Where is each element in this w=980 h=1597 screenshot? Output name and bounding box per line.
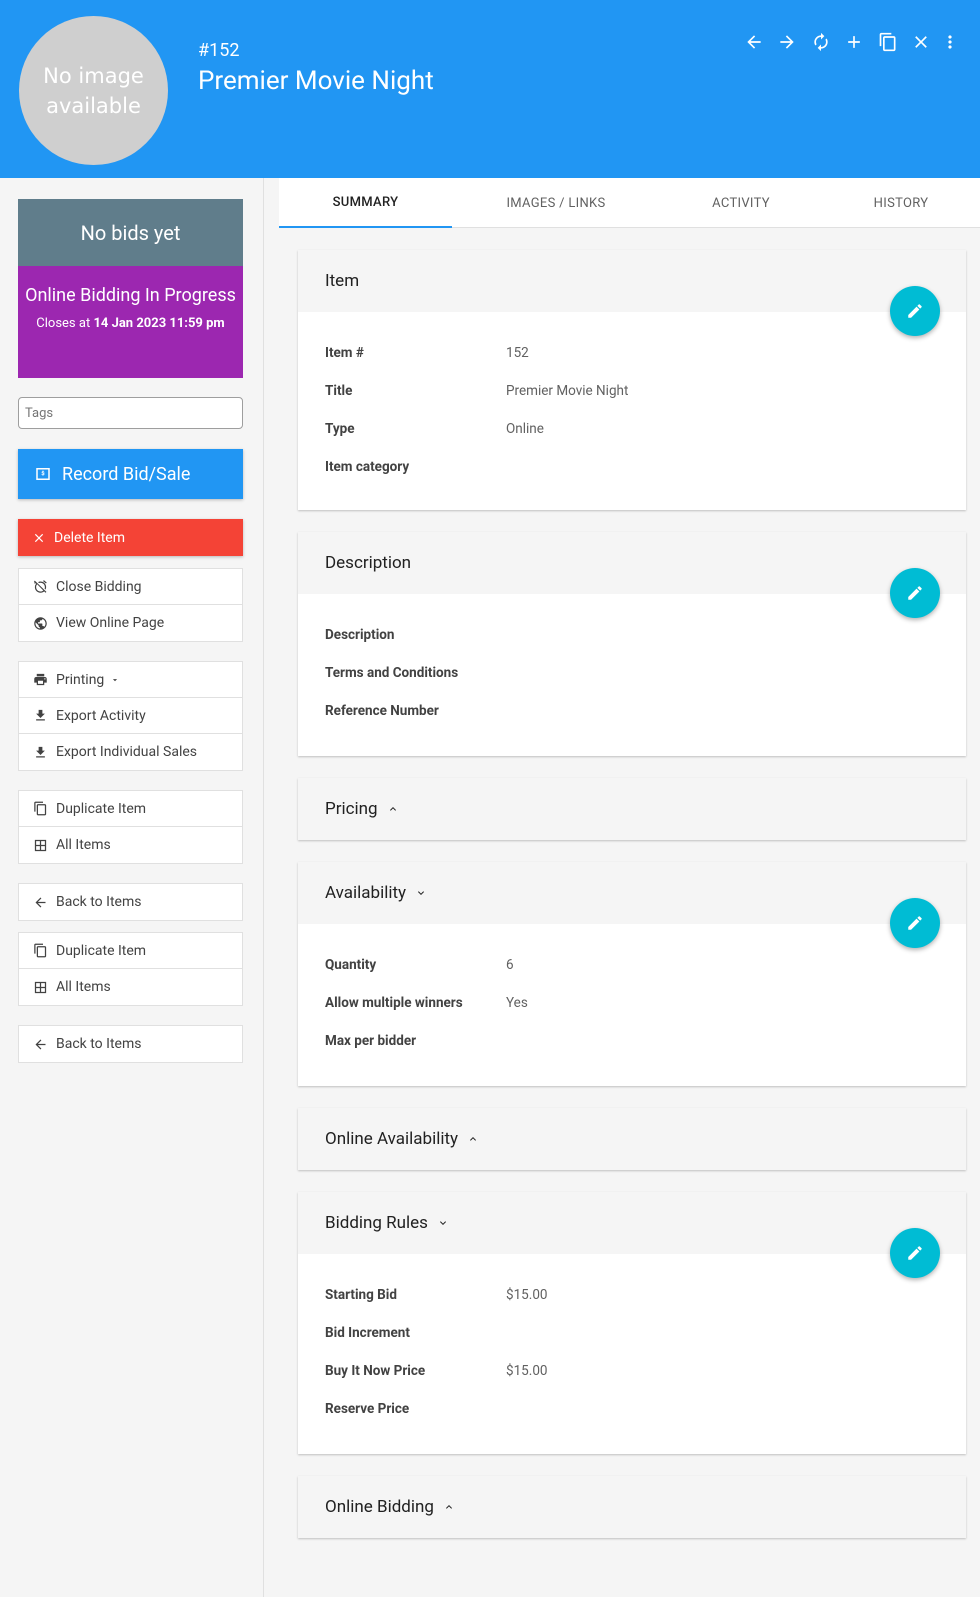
item-card-title: Item [298,250,966,312]
edit-availability-button[interactable] [890,898,940,948]
item-image-placeholder[interactable] [19,16,168,165]
bidding-status: Online Bidding In Progress [25,285,236,306]
all-items-button[interactable] [19,969,242,1005]
more-menu-button[interactable] [938,30,962,54]
online-bidding-card-header[interactable] [298,1476,966,1538]
pricing-card-title: Pricing [325,799,378,819]
bidding-rules-card [298,1192,966,1454]
copy-icon [878,32,898,52]
description-card-body [298,594,966,740]
bidding-status-panel [18,266,243,378]
delete-item-button[interactable] [18,519,243,556]
field-row [325,372,939,410]
item-header [0,0,980,178]
copy-icon [33,801,48,816]
chevron-down-icon [415,887,427,899]
field-label: Type [325,421,355,437]
pricing-card [298,778,966,840]
caret-down-icon [110,675,120,685]
arrow-left-icon [33,1037,48,1052]
add-item-button[interactable] [838,30,872,54]
pencil-icon [906,584,924,602]
edit-description-button[interactable] [890,568,940,618]
all-items-label: All Items [56,979,111,995]
duplicate-item-label: Duplicate Item [56,942,147,959]
chevron-up-icon [387,803,399,815]
chevron-up-icon [443,1501,455,1513]
pricing-card-header[interactable] [298,778,966,840]
availability-card-header[interactable] [298,862,966,924]
tags-input[interactable] [18,397,243,429]
closes-prefix: Closes at [36,316,91,331]
alarm-off-icon [33,579,48,594]
description-card [298,532,966,756]
item-actions-group-2 [18,932,243,1006]
chevron-down-icon [437,1217,449,1229]
field-label: Title [325,383,353,399]
item-card [298,250,966,510]
close-button[interactable] [905,30,939,54]
printing-dropdown-button[interactable] [19,662,242,698]
tab-images-links[interactable]: IMAGES / LINKS [506,195,606,211]
header-toolbar [737,30,962,54]
export-activity-button[interactable] [19,698,242,734]
export-activity-label: Export Activity [56,707,146,724]
field-label: Buy It Now Price [325,1363,426,1379]
field-value: Yes [506,995,528,1011]
pencil-icon [906,914,924,932]
delete-item-label: Delete Item [54,529,126,546]
field-label: Description [325,627,395,643]
field-row [325,448,939,486]
online-availability-card-header[interactable] [298,1108,966,1170]
duplicate-item-button[interactable] [19,933,242,969]
pencil-icon [906,1244,924,1262]
tab-summary[interactable]: SUMMARY [279,178,452,228]
field-row [325,692,939,730]
field-row [325,984,939,1022]
back-to-items-label: Back to Items [56,894,142,910]
export-actions-group [18,661,243,771]
arrow-left-icon [744,32,764,52]
money-icon [34,465,52,483]
download-icon [33,745,48,760]
field-row [325,654,939,692]
field-value: 152 [506,345,529,361]
bidding-rules-card-title: Bidding Rules [325,1213,428,1233]
tab-activity[interactable]: ACTIVITY [712,195,770,211]
grid-icon [33,838,48,853]
printing-label: Printing [56,671,105,688]
back-group-2 [18,1025,243,1063]
field-row [325,616,939,654]
all-items-label: All Items [56,837,111,853]
field-label: Reserve Price [325,1401,410,1417]
view-online-page-button[interactable] [19,605,242,641]
close-bidding-button[interactable] [19,569,242,605]
field-value: Premier Movie Night [506,383,629,399]
field-label: Starting Bid [325,1287,397,1303]
closes-time: 14 Jan 2023 11:59 pm [93,316,225,331]
copy-icon [33,943,48,958]
back-group [18,883,243,921]
field-value: $15.00 [506,1287,548,1303]
field-label: Bid Increment [325,1325,410,1341]
back-to-items-button[interactable] [19,1026,242,1062]
availability-card-title: Availability [325,883,407,903]
close-bidding-label: Close Bidding [56,578,142,595]
item-card-body [298,312,966,496]
field-label: Allow multiple winners [325,995,463,1011]
closes-at [18,316,243,331]
field-row [325,1352,939,1390]
close-icon [32,531,46,545]
description-card-title: Description [298,532,966,594]
field-label: Item category [325,459,410,475]
field-row [325,1276,939,1314]
field-label: Terms and Conditions [325,665,459,681]
refresh-button[interactable] [804,30,838,54]
close-icon [911,32,931,52]
item-title: Premier Movie Night [198,66,434,96]
all-items-button[interactable] [19,827,242,863]
bids-status: No bids yet [18,199,243,266]
download-icon [33,708,48,723]
bidding-actions-group [18,568,243,642]
edit-item-button[interactable] [890,286,940,336]
item-number: #152 [198,40,240,61]
export-individual-sales-button[interactable] [19,734,242,770]
view-online-page-label: View Online Page [56,615,165,631]
availability-card [298,862,966,1086]
availability-card-body [298,924,966,1070]
field-row [325,334,939,372]
copy-button[interactable] [871,30,905,54]
field-row [325,946,939,984]
item-actions-group [18,790,243,864]
online-availability-card [298,1108,966,1170]
next-card-partial [298,1560,966,1597]
online-availability-card-title: Online Availability [325,1129,459,1149]
field-label: Quantity [325,957,377,973]
tab-bar [279,178,980,228]
globe-icon [33,616,48,631]
field-row [325,1022,939,1060]
previous-item-button[interactable] [737,30,771,54]
field-row [325,1390,939,1428]
online-bidding-card [298,1476,966,1538]
more-vert-icon [940,32,960,52]
online-bidding-card-title: Online Bidding [325,1497,434,1517]
record-bid-sale-label: Record Bid/Sale [62,463,191,485]
field-label: Item # [325,345,364,361]
tags-placeholder: Tags [25,405,54,421]
back-to-items-button[interactable] [19,884,242,920]
record-bid-sale-button[interactable] [18,449,243,499]
pencil-icon [906,302,924,320]
avatar-text: No image available [43,63,144,118]
field-label: Max per bidder [325,1033,417,1049]
duplicate-item-label: Duplicate Item [56,800,147,817]
bidding-rules-card-body [298,1254,966,1438]
arrow-left-icon [33,895,48,910]
field-row [325,410,939,448]
export-individual-sales-label: Export Individual Sales [56,744,197,760]
back-to-items-label: Back to Items [56,1036,142,1052]
edit-bidding-rules-button[interactable] [890,1228,940,1278]
printer-icon [33,672,48,687]
field-value: $15.00 [506,1363,548,1379]
refresh-icon [811,32,831,52]
next-item-button[interactable] [771,30,805,54]
field-value: 6 [506,957,514,973]
field-value: Online [506,421,544,437]
duplicate-item-button[interactable] [19,791,242,827]
bidding-rules-card-header[interactable] [298,1192,966,1254]
grid-icon [33,980,48,995]
field-row [325,1314,939,1352]
plus-icon [844,32,864,52]
status-box [18,199,243,378]
field-label: Reference Number [325,703,439,719]
arrow-right-icon [777,32,797,52]
chevron-up-icon [467,1133,479,1145]
sidebar [0,178,264,1597]
tab-history[interactable]: HISTORY [873,195,929,211]
